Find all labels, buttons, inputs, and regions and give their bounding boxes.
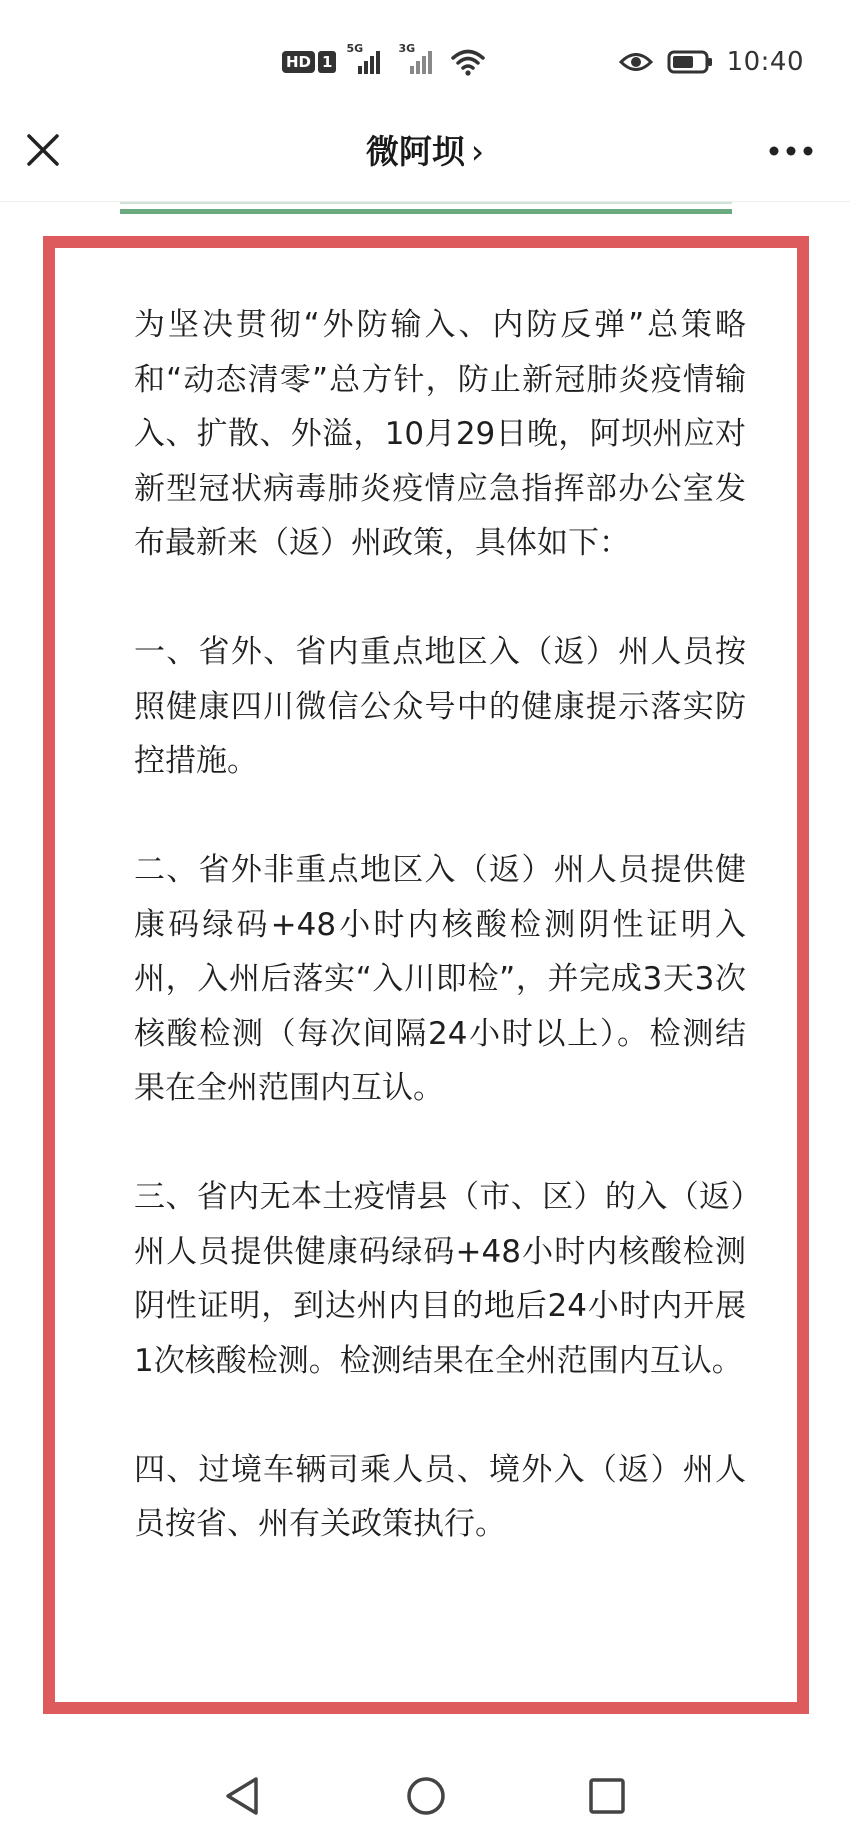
hd-label: HD (282, 51, 315, 73)
banner-divider-thin (120, 202, 732, 204)
banner-divider (120, 209, 732, 214)
page-title[interactable] (0, 132, 850, 172)
hd-icon (282, 51, 336, 73)
back-icon[interactable] (222, 1775, 262, 1817)
home-icon[interactable] (405, 1775, 447, 1817)
status-bar (0, 0, 850, 120)
account-name[interactable]: 微阿坝 (365, 132, 465, 171)
signal-icon (398, 42, 440, 76)
eye-icon (619, 51, 653, 73)
clock: 10:40 (726, 47, 804, 77)
status-indicators (282, 42, 486, 82)
article-paragraph: 四、过境车辆司乘人员、境外入（返）州人员按省、州有关政策执行。 (134, 1451, 746, 1542)
battery-icon (667, 50, 713, 74)
signal-icon (346, 42, 388, 76)
recent-apps-icon[interactable] (588, 1777, 626, 1815)
chevron-right-icon: › (470, 132, 485, 171)
article-paragraph: 二、省外非重点地区入（返）州人员提供健康码绿码+48小时内核酸检测阴性证明入州，入州后落实“入川即检”，并完成3天3次核酸检测（每次间隔24小时以上）。检测结果在全州范围内互认。 (134, 852, 746, 1106)
article-paragraph: 为坚决贯彻“外防输入、内防反弹”总策略和“动态清零”总方针，防止新冠肺炎疫情输入、扩散、外溢，10月29日晚，阿坝州应对新型冠状病毒肺炎疫情应急指挥部办公室发布最新来（返）州政策，具体如下： (134, 307, 746, 561)
status-right (619, 42, 804, 82)
wifi-icon (450, 47, 486, 77)
signal-gen-label: 5G (346, 42, 364, 55)
article-paragraph: 一、省外、省内重点地区入（返）州人员按照健康四川微信公众号中的健康提示落实防控措施。 (134, 634, 746, 779)
signal-gen-label: 3G (398, 42, 416, 55)
sim-label: 1 (318, 51, 336, 73)
more-icon[interactable] (769, 146, 813, 156)
article-paragraph: 三、省内无本土疫情县（市、区）的入（返）州人员提供健康码绿码+48小时内核酸检测阴性证明，到达州内目的地后24小时内开展1次核酸检测。检测结果在全州范围内互认。 (134, 1179, 746, 1379)
article-body (134, 298, 746, 1606)
